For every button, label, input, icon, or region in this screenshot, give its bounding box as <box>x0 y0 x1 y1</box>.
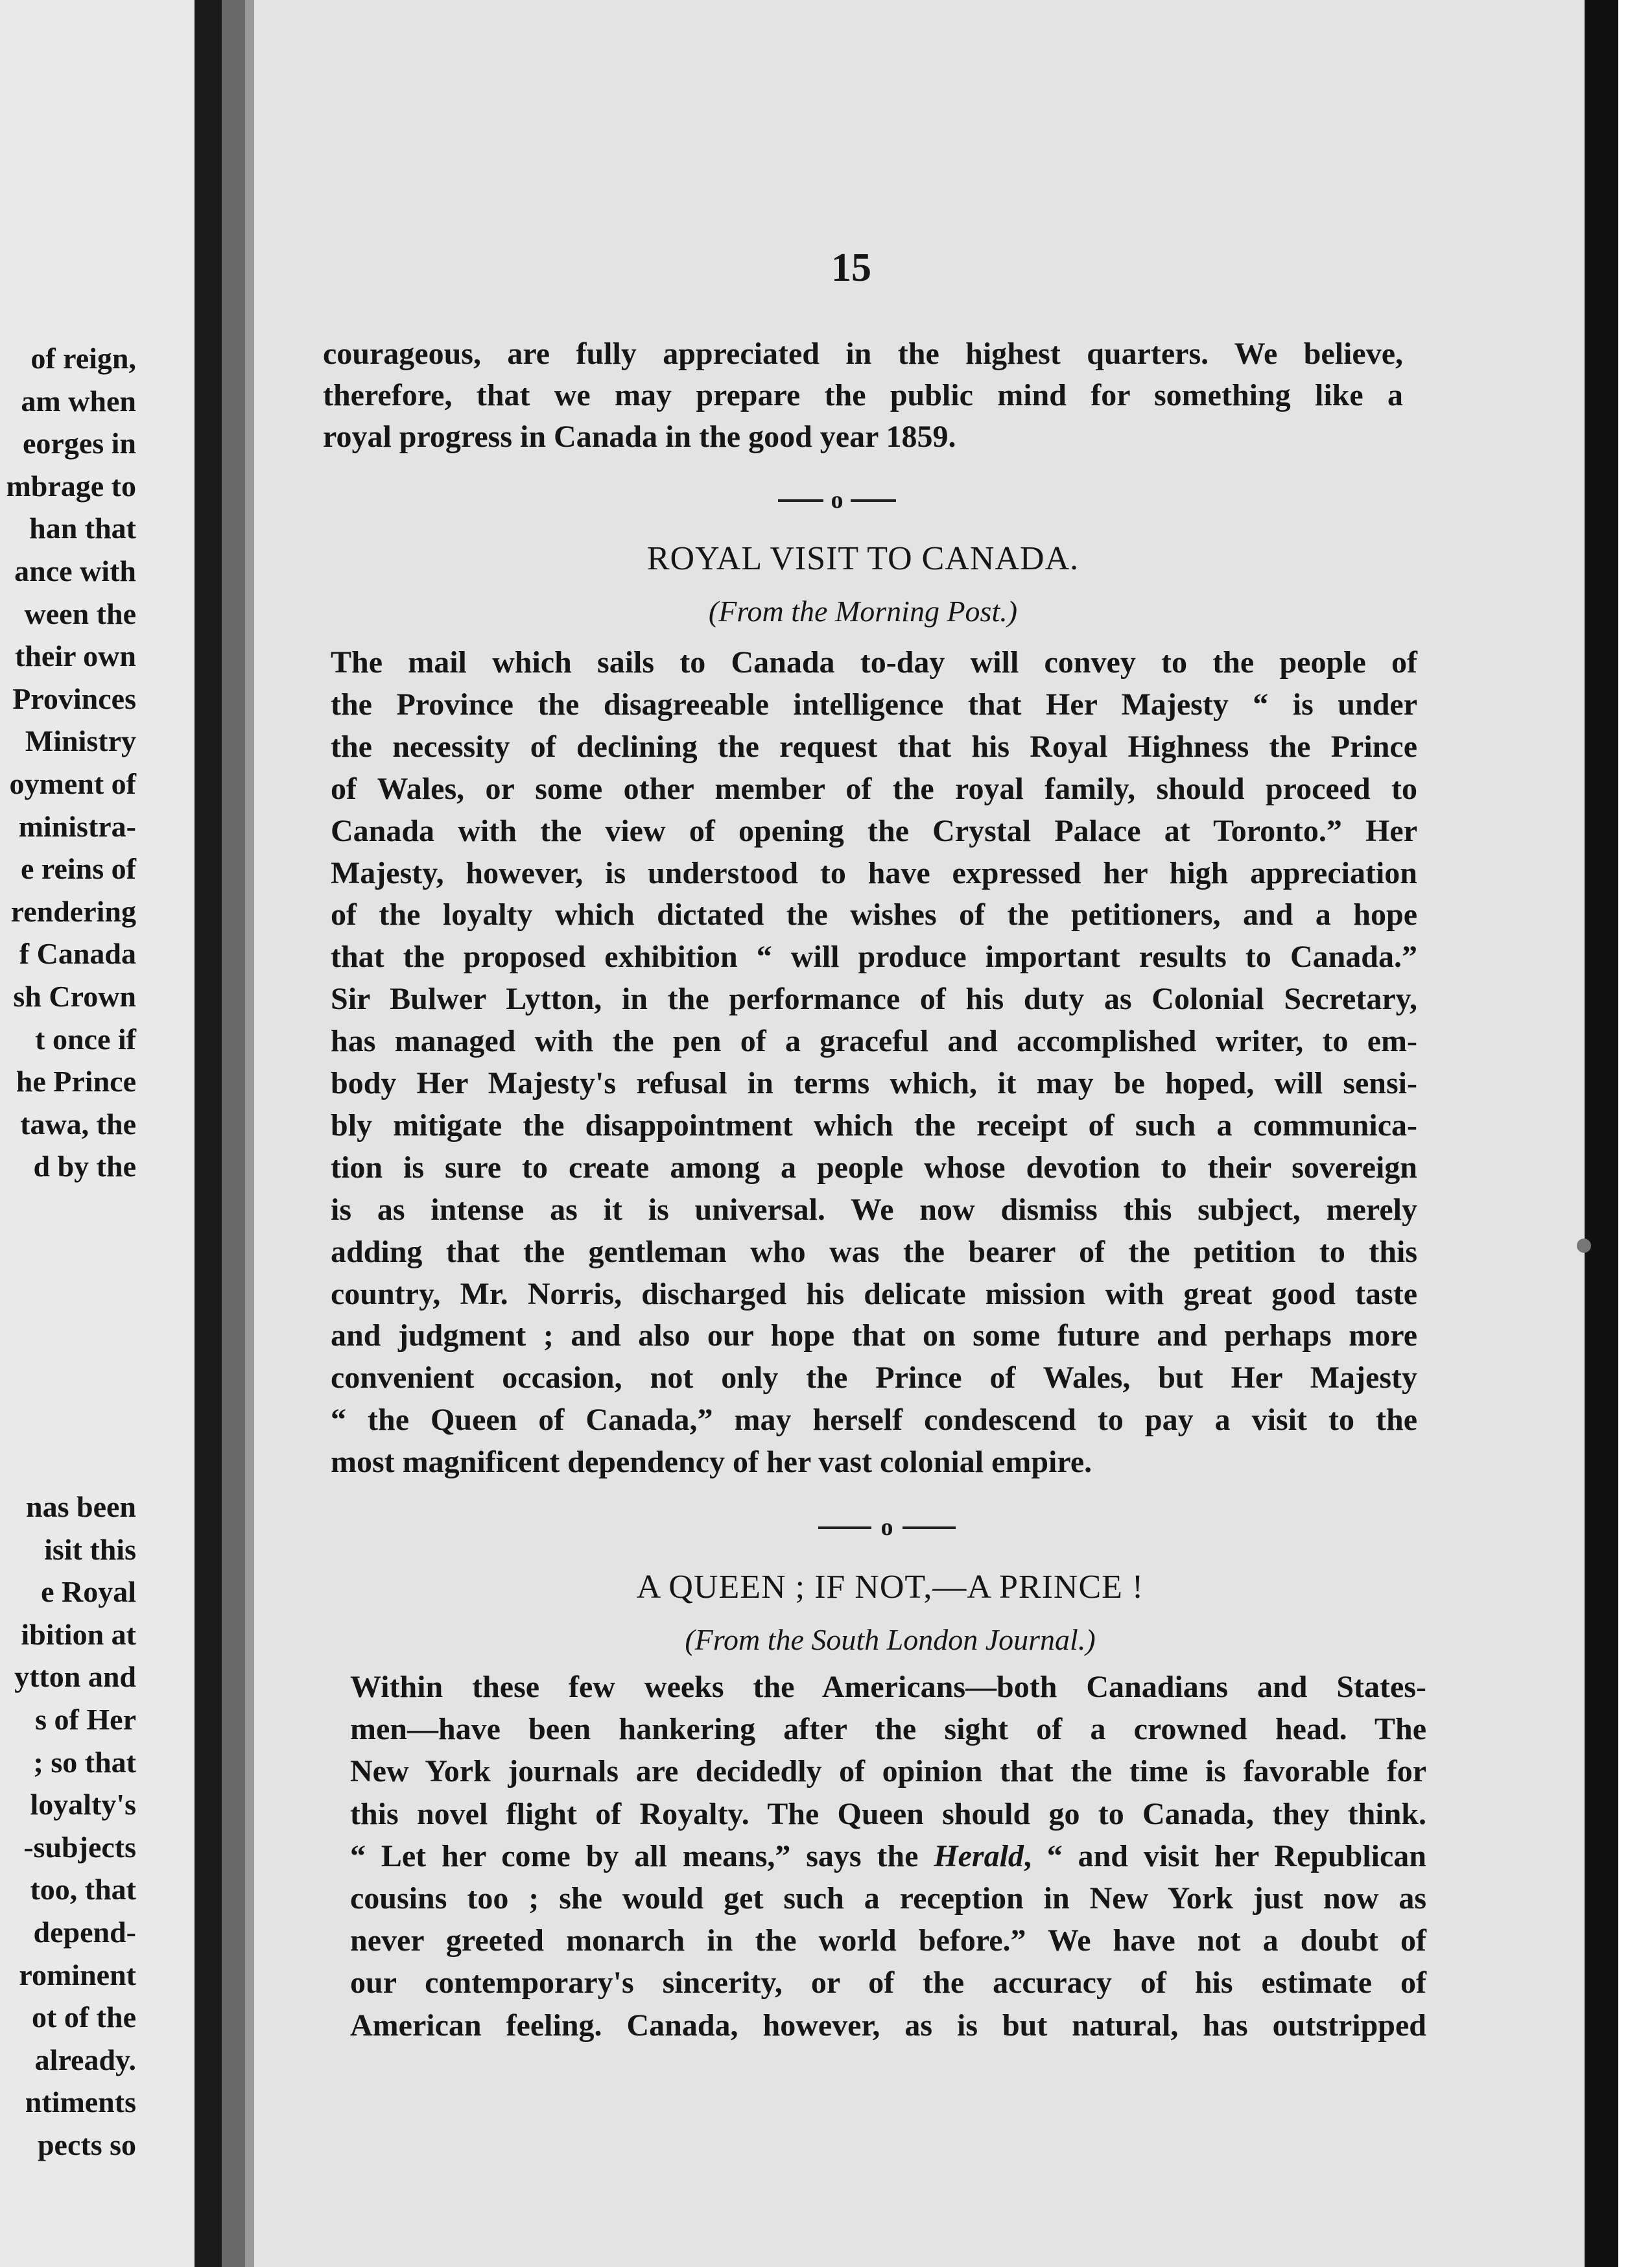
left-page-line: ; so that <box>33 1745 136 1779</box>
intro-line: courageous, are fully appreciated in the highest quarters. We believe, <box>323 337 1403 371</box>
left-page-line: their own <box>15 639 136 673</box>
left-page-line: s of Her <box>35 1703 136 1736</box>
article-1-line: tion is sure to create among a people whose devotion to their sovereign <box>331 1150 1417 1185</box>
left-page-line: Provinces <box>12 682 136 715</box>
left-page-line: eorges in <box>22 427 136 460</box>
left-page-line <box>0 1230 136 1273</box>
left-page-line: he Prince <box>16 1065 136 1098</box>
article-1-line: body Her Majesty's refusal in terms which, it may be hoped, will sensi- <box>331 1066 1417 1100</box>
book-gutter-edge <box>245 0 254 2267</box>
left-page-line: ween the <box>24 597 136 630</box>
article-1-line: the necessity of declining the request that his Royal Highness the Prince <box>331 729 1417 764</box>
left-page-line: pects so <box>37 2128 136 2161</box>
article-2-line: “ Let her come by all means,” says the Herald, “ and visit her Republican <box>350 1838 1427 1873</box>
article-2-line: our contemporary's sincerity, or of the accuracy of his estimate of <box>350 1965 1426 2000</box>
book-gutter-shadow <box>195 0 222 2267</box>
article-2-line: New York journals are decidedly of opinion that the time is favorable for <box>350 1754 1426 1789</box>
article-1-line: adding that the gentleman who was the bearer of the petition to this <box>331 1234 1417 1269</box>
page-number: 15 <box>831 246 871 290</box>
article-1-line: of the loyalty which dictated the wishes of the petitioners, and a hope <box>331 897 1417 932</box>
section-separator-1: o <box>778 484 896 516</box>
left-page-line: -subjects <box>23 1830 136 1864</box>
left-page <box>0 0 220 2267</box>
left-page-line: rominent <box>19 1958 136 1991</box>
article-1-line: country, Mr. Norris, discharged his delicate mission with great good taste <box>331 1276 1417 1311</box>
article-1-line: is as intense as it is universal. We now dismiss this subject, merely <box>331 1192 1417 1227</box>
article-1-line: The mail which sails to Canada to-day will convey to the people of <box>331 645 1417 680</box>
left-page-line: ministra- <box>18 809 136 843</box>
article-1-line: and judgment ; and also our hope that on some future and perhaps more <box>331 1318 1417 1353</box>
book-gutter-midtone <box>222 0 245 2267</box>
article-1-line: of Wales, or some other member of the royal family, should proceed to <box>331 771 1417 806</box>
left-page-line <box>0 1401 136 1443</box>
left-page-line <box>0 1316 136 1359</box>
page-smudge <box>1577 1239 1591 1253</box>
left-page-line: of reign, <box>30 342 136 375</box>
left-page-line: mbrage to <box>6 469 136 503</box>
article-1-source: (From the Morning Post.) <box>708 595 1018 628</box>
article-2-line: never greeted monarch in the world before.” We have not a doubt of <box>350 1923 1426 1958</box>
left-page-line: ance with <box>14 554 136 588</box>
left-page-line: tawa, the <box>20 1107 136 1141</box>
left-page-line: too, that <box>30 1873 136 1906</box>
left-page-line: ntiments <box>25 2085 136 2119</box>
left-page-line <box>0 1273 136 1316</box>
left-page-line: rendering <box>10 894 136 928</box>
left-page-line <box>0 1443 136 1486</box>
article-1-line: bly mitigate the disappointment which the receipt of such a communica- <box>331 1108 1417 1143</box>
left-page-line: e reins of <box>20 852 136 886</box>
article-1-line: the Province the disagreeable intelligence that Her Majesty “ is under <box>331 687 1417 722</box>
left-page-line: t once if <box>35 1022 136 1056</box>
left-page-line: am when <box>21 384 136 418</box>
article-1-line: Canada with the view of opening the Crystal Palace at Toronto.” Her <box>331 813 1417 848</box>
article-2-line: cousins too ; she would get such a reception in New York just now as <box>350 1881 1426 1916</box>
left-page-line: ytton and <box>14 1660 136 1694</box>
left-page-line: depend- <box>33 1915 136 1949</box>
left-page-line: loyalty's <box>30 1788 136 1822</box>
article-2-heading: A QUEEN ; IF NOT,—A PRINCE ! <box>636 1569 1144 1606</box>
left-page-line: nas been <box>26 1490 136 1524</box>
scan-border <box>1585 0 1618 2267</box>
article-1-line: Sir Bulwer Lytton, in the performance of his duty as Colonial Secretary, <box>331 982 1417 1017</box>
article-1-line: has managed with the pen of a graceful and accomplished writer, to em- <box>331 1024 1417 1059</box>
left-page-line: Ministry <box>25 724 136 758</box>
article-2-line: this novel flight of Royalty. The Queen should go to Canada, they think. <box>350 1796 1426 1831</box>
article-1-line: Majesty, however, is understood to have expressed her high appreciation <box>331 855 1417 890</box>
article-1-line: most magnificent dependency of her vast colonial empire. <box>331 1445 1092 1480</box>
article-1-heading: ROYAL VISIT TO CANADA. <box>646 540 1080 577</box>
left-page-line: oyment of <box>9 766 136 800</box>
article-1-line: convenient occasion, not only the Prince of Wales, but Her Majesty <box>331 1360 1417 1395</box>
left-page-line: already. <box>34 2043 136 2076</box>
left-page-line: isit this <box>44 1532 136 1566</box>
intro-line: therefore, that we may prepare the public mind for something like a <box>323 378 1403 412</box>
left-page-line: sh Crown <box>13 979 136 1013</box>
newspaper-name: Herald <box>934 1838 1024 1873</box>
left-page-line: ibition at <box>21 1617 136 1651</box>
article-2-source: (From the South London Journal.) <box>685 1623 1096 1656</box>
left-page-line <box>0 1188 136 1231</box>
left-page-text-fragments <box>0 337 136 2166</box>
left-page-line: d by the <box>33 1150 136 1183</box>
left-page-line: han that <box>29 512 136 545</box>
left-page-line: f Canada <box>19 937 136 971</box>
article-2-line: American feeling. Canada, however, as is but natural, has outstripped <box>350 2008 1426 2043</box>
left-page-line <box>0 1358 136 1401</box>
left-page-line: e Royal <box>41 1575 136 1609</box>
left-page-line: ot of the <box>32 2000 136 2034</box>
article-1-line: that the proposed exhibition “ will produce important results to Canada.” <box>331 940 1417 975</box>
article-2-line: men—have been hankering after the sight of a crowned head. The <box>350 1712 1426 1747</box>
article-1-line: “ the Queen of Canada,” may herself condescend to pay a visit to the <box>331 1403 1417 1438</box>
section-separator-2: o <box>818 1511 956 1543</box>
article-2-line: Within these few weeks the Americans—both Canadians and States- <box>350 1670 1426 1704</box>
intro-line: royal progress in Canada in the good year 1859. <box>323 420 956 454</box>
